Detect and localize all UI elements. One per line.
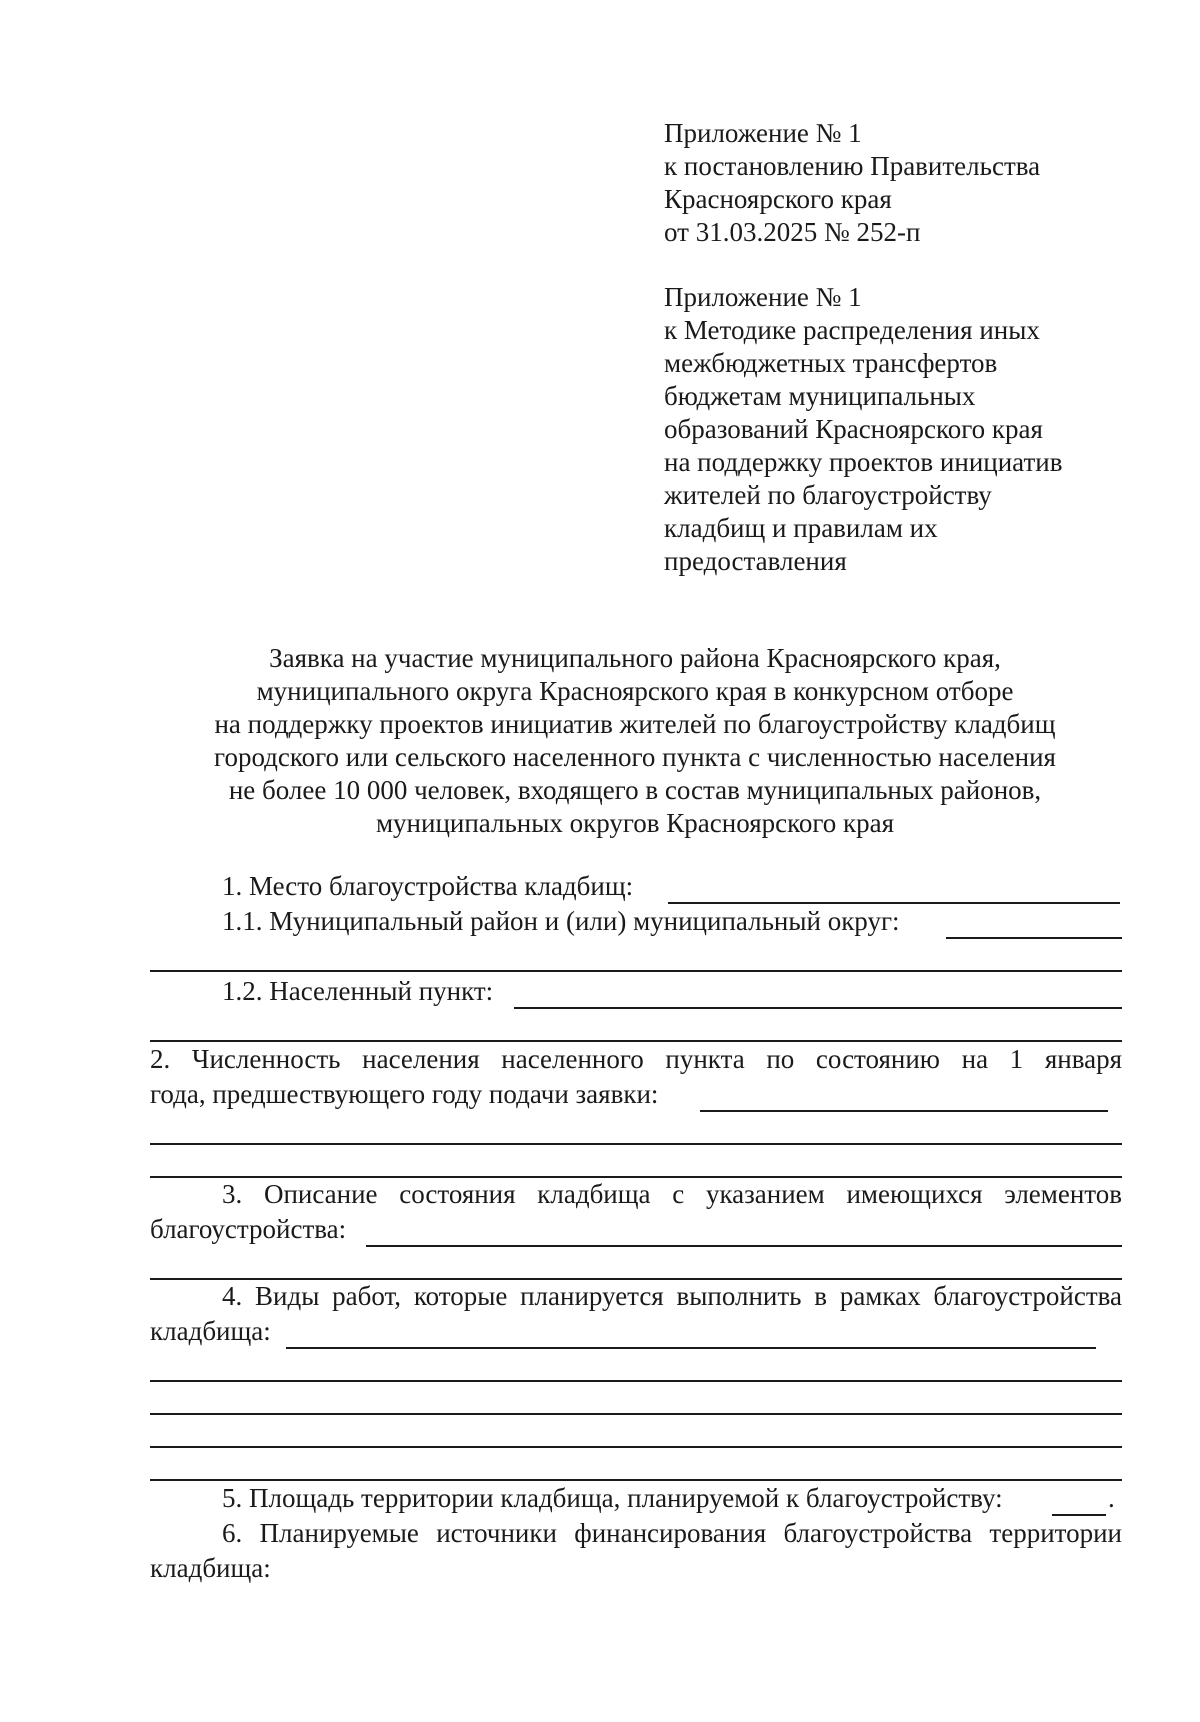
item-1-2-blank-cont[interactable] xyxy=(150,1040,1122,1042)
title-line: муниципального округа Красноярского края в конкурсном отборе xyxy=(256,676,1014,706)
item-5-period: . xyxy=(1108,1483,1115,1513)
item-1-blank[interactable] xyxy=(668,902,1120,904)
annex-line: кладбищ и правилам их xyxy=(664,513,938,543)
title-line: Заявка на участие муниципального района Красноярского края, xyxy=(269,643,1001,673)
annex-line: на поддержку проектов инициатив xyxy=(664,447,1063,477)
item-6-line2: кладбища: xyxy=(150,1553,271,1583)
item-3-text-1: 3. Описание состояния кладбища с указанием имеющихся элементов xyxy=(222,1179,1122,1209)
annex-header-methodology xyxy=(664,281,1062,578)
item-3-line1 xyxy=(222,1178,1122,1211)
annex-line: бюджетам муниципальных xyxy=(664,381,976,411)
annex-line: жителей по благоустройству xyxy=(664,480,992,510)
item-3-blank[interactable] xyxy=(366,1245,1122,1247)
item-2-text-1: 2. Численность населения населенного пункта по состоянию на 1 января xyxy=(150,1044,1122,1074)
title-line: городского или сельского населенного пункта с численностью населения xyxy=(214,742,1056,772)
item-4-blank-cont-3[interactable] xyxy=(150,1446,1122,1448)
item-2-line2: года, предшествующего году подачи заявки: xyxy=(150,1079,659,1109)
annex-line: Красноярского края xyxy=(664,184,892,214)
annex-line: образований Красноярского края xyxy=(664,414,1043,444)
item-4-blank-cont-1[interactable] xyxy=(150,1380,1122,1382)
item-4-line2: кладбища: xyxy=(150,1316,271,1346)
annex-line: от 31.03.2025 № 252-п xyxy=(664,217,921,247)
item-1-2-blank[interactable] xyxy=(514,1007,1122,1009)
item-1-2-label: 1.2. Населенный пункт: xyxy=(222,976,494,1006)
document-title xyxy=(150,642,1120,840)
item-1-1-label: 1.1. Муниципальный район и (или) муниципальный округ: xyxy=(222,906,900,936)
item-2-blank[interactable] xyxy=(700,1110,1108,1112)
title-line: на поддержку проектов инициатив жителей по благоустройству кладбищ xyxy=(214,709,1056,739)
annex-line: Приложение № 1 xyxy=(664,118,862,148)
annex-line: к постановлению Правительства xyxy=(664,151,1041,181)
item-6-line1 xyxy=(222,1517,1122,1550)
annex-line: межбюджетных трансфертов xyxy=(664,348,998,378)
item-1-1-blank-cont[interactable] xyxy=(150,970,1122,972)
annex-line: предоставления xyxy=(664,546,847,576)
item-1-label: 1. Место благоустройства кладбищ: xyxy=(222,871,634,901)
annex-header-resolution xyxy=(664,117,1040,249)
item-5-label: 5. Площадь территории кладбища, планируемой к благоустройству: xyxy=(222,1483,1003,1513)
item-2-blank-cont-1[interactable] xyxy=(150,1143,1122,1145)
item-1-1-blank[interactable] xyxy=(946,937,1122,939)
item-4-text-1: 4. Виды работ, которые планируется выполнить в рамках благоустройства xyxy=(222,1281,1122,1311)
title-line: не более 10 000 человек, входящего в состав муниципальных районов, xyxy=(228,775,1042,805)
annex-line: к Методике распределения иных xyxy=(664,315,1040,345)
item-6-text-1: 6. Планируемые источники финансирования благоустройства территории xyxy=(222,1518,1122,1548)
item-4-blank-cont-4[interactable] xyxy=(150,1479,1122,1481)
item-4-line1 xyxy=(222,1280,1122,1313)
item-4-blank-cont-2[interactable] xyxy=(150,1413,1122,1415)
title-line: муниципальных округов Красноярского края xyxy=(375,808,895,838)
item-3-line2: благоустройства: xyxy=(150,1214,347,1244)
item-2-line1 xyxy=(150,1043,1122,1076)
item-5-blank[interactable] xyxy=(1052,1514,1106,1516)
item-4-blank[interactable] xyxy=(286,1347,1096,1349)
annex-line: Приложение № 1 xyxy=(664,282,862,312)
